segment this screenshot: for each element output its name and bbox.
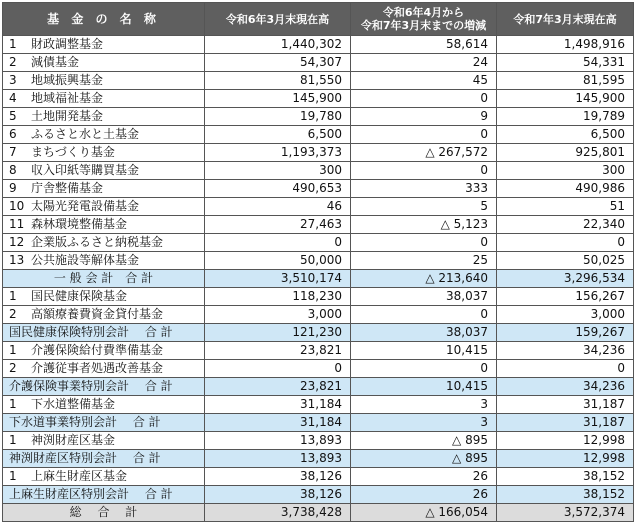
- change-cell: 38,037: [351, 288, 497, 306]
- fund-name: 公共施設等解体基金: [31, 253, 140, 267]
- balance-r7-cell: 1,498,916: [497, 36, 634, 54]
- balance-r7-cell: 0: [497, 360, 634, 378]
- row-index: 8: [9, 163, 17, 177]
- table-row: [3, 108, 634, 126]
- header-balance-r6: 令和6年3月末現在高: [205, 3, 351, 36]
- fund-name-cell: [3, 306, 205, 324]
- row-index: 5: [9, 109, 17, 123]
- balance-r6-cell: 31,184: [205, 414, 351, 432]
- subtotal-row: [3, 450, 634, 468]
- balance-r6-cell: 3,000: [205, 306, 351, 324]
- balance-r6-cell: 6,500: [205, 126, 351, 144]
- balance-r7-cell: 54,331: [497, 54, 634, 72]
- subtotal-label: 介護保険事業特別会計 合 計: [3, 378, 205, 396]
- balance-r7-cell: 12,998: [497, 450, 634, 468]
- balance-r6-cell: 3,510,174: [205, 270, 351, 288]
- balance-r7-cell: 3,000: [497, 306, 634, 324]
- balance-r7-cell: 34,236: [497, 378, 634, 396]
- table-row: [3, 54, 634, 72]
- table-body: [3, 36, 634, 522]
- change-cell: 26: [351, 468, 497, 486]
- balance-r6-cell: 23,821: [205, 342, 351, 360]
- fund-name: 介護従事者処遇改善基金: [31, 361, 164, 375]
- balance-r7-cell: 34,236: [497, 342, 634, 360]
- header-change-line1: 令和6年4月から: [382, 6, 465, 19]
- table-row: [3, 90, 634, 108]
- row-index: 1: [9, 433, 17, 447]
- fund-name: 森林環境整備基金: [31, 217, 128, 231]
- balance-r6-cell: 300: [205, 162, 351, 180]
- table-row: [3, 252, 634, 270]
- subtotal-row: [3, 414, 634, 432]
- table-row: [3, 72, 634, 90]
- change-cell: △ 213,640: [351, 270, 497, 288]
- change-cell: 9: [351, 108, 497, 126]
- change-cell: 0: [351, 162, 497, 180]
- table-row: [3, 126, 634, 144]
- balance-r7-cell: 38,152: [497, 468, 634, 486]
- header-change: [351, 3, 497, 36]
- fund-name-cell: [3, 468, 205, 486]
- fund-name: 企業版ふるさと納税基金: [31, 235, 164, 249]
- fund-name: 収入印紙等購買基金: [31, 163, 140, 177]
- fund-name-cell: [3, 288, 205, 306]
- fund-name-cell: [3, 108, 205, 126]
- row-index: 1: [9, 343, 17, 357]
- fund-name-cell: [3, 234, 205, 252]
- change-cell: 26: [351, 486, 497, 504]
- balance-r7-cell: 925,801: [497, 144, 634, 162]
- row-index: 2: [9, 361, 17, 375]
- fund-name: 太陽光発電設備基金: [31, 199, 140, 213]
- change-cell: 0: [351, 306, 497, 324]
- fund-name: 下水道整備基金: [31, 397, 116, 411]
- fund-name-cell: [3, 162, 205, 180]
- fund-name-cell: [3, 90, 205, 108]
- subtotal-row: [3, 324, 634, 342]
- table-row: [3, 144, 634, 162]
- row-index: 6: [9, 127, 17, 141]
- subtotal-row: [3, 486, 634, 504]
- fund-name: 地域福祉基金: [31, 91, 104, 105]
- fund-name-cell: [3, 72, 205, 90]
- table-row: [3, 162, 634, 180]
- change-cell: △ 5,123: [351, 216, 497, 234]
- fund-name: 上麻生財産区基金: [31, 469, 128, 483]
- change-cell: 3: [351, 396, 497, 414]
- fund-name-cell: [3, 360, 205, 378]
- change-cell: △ 895: [351, 432, 497, 450]
- fund-name-cell: [3, 36, 205, 54]
- fund-name-cell: [3, 54, 205, 72]
- subtotal-label: 上麻生財産区特別会計 合 計: [3, 486, 205, 504]
- change-cell: 58,614: [351, 36, 497, 54]
- fund-name: 介護保険給付費準備基金: [31, 343, 164, 357]
- row-index: 4: [9, 91, 17, 105]
- change-cell: 0: [351, 234, 497, 252]
- balance-r7-cell: 300: [497, 162, 634, 180]
- change-cell: 5: [351, 198, 497, 216]
- balance-r7-cell: 3,572,374: [497, 504, 634, 522]
- table-header-row: [3, 3, 634, 36]
- table-row: [3, 342, 634, 360]
- balance-r7-cell: 31,187: [497, 414, 634, 432]
- balance-r6-cell: 118,230: [205, 288, 351, 306]
- balance-r7-cell: 490,986: [497, 180, 634, 198]
- change-cell: 0: [351, 126, 497, 144]
- header-balance-r7: 令和7年3月末現在高: [497, 3, 634, 36]
- balance-r7-cell: 81,595: [497, 72, 634, 90]
- fund-name: まちづくり基金: [31, 145, 115, 159]
- balance-r6-cell: 50,000: [205, 252, 351, 270]
- row-index: 2: [9, 307, 17, 321]
- change-cell: △ 166,054: [351, 504, 497, 522]
- balance-r6-cell: 38,126: [205, 486, 351, 504]
- fund-balance-table: [2, 2, 634, 522]
- table-row: [3, 360, 634, 378]
- change-cell: 10,415: [351, 378, 497, 396]
- balance-r7-cell: 3,296,534: [497, 270, 634, 288]
- change-cell: △ 895: [351, 450, 497, 468]
- row-index: 9: [9, 181, 17, 195]
- balance-r6-cell: 490,653: [205, 180, 351, 198]
- balance-r7-cell: 19,789: [497, 108, 634, 126]
- row-index: 1: [9, 289, 17, 303]
- fund-name: 減債基金: [31, 55, 80, 69]
- subtotal-row: [3, 378, 634, 396]
- fund-name-cell: [3, 342, 205, 360]
- balance-r6-cell: 38,126: [205, 468, 351, 486]
- balance-r7-cell: 38,152: [497, 486, 634, 504]
- change-cell: 25: [351, 252, 497, 270]
- balance-r7-cell: 6,500: [497, 126, 634, 144]
- balance-r6-cell: 121,230: [205, 324, 351, 342]
- balance-r6-cell: 23,821: [205, 378, 351, 396]
- balance-r6-cell: 13,893: [205, 450, 351, 468]
- change-cell: 45: [351, 72, 497, 90]
- fund-name: 財政調整基金: [31, 37, 104, 51]
- balance-r6-cell: 81,550: [205, 72, 351, 90]
- balance-r6-cell: 31,184: [205, 396, 351, 414]
- change-cell: 0: [351, 90, 497, 108]
- change-cell: 38,037: [351, 324, 497, 342]
- row-index: 10: [9, 199, 25, 213]
- balance-r7-cell: 156,267: [497, 288, 634, 306]
- balance-r6-cell: 46: [205, 198, 351, 216]
- balance-r7-cell: 50,025: [497, 252, 634, 270]
- change-cell: 10,415: [351, 342, 497, 360]
- balance-r7-cell: 22,340: [497, 216, 634, 234]
- fund-name: 庁舎整備基金: [31, 181, 104, 195]
- table-row: [3, 198, 634, 216]
- balance-r6-cell: 1,193,373: [205, 144, 351, 162]
- fund-name: 土地開発基金: [31, 109, 104, 123]
- fund-balance-table-container: [2, 2, 634, 522]
- row-index: 13: [9, 253, 25, 267]
- row-index: 1: [9, 37, 17, 51]
- balance-r7-cell: 0: [497, 234, 634, 252]
- table-row: [3, 216, 634, 234]
- row-index: 7: [9, 145, 17, 159]
- table-row: [3, 288, 634, 306]
- balance-r6-cell: 13,893: [205, 432, 351, 450]
- balance-r6-cell: 0: [205, 234, 351, 252]
- row-index: 3: [9, 73, 17, 87]
- balance-r7-cell: 31,187: [497, 396, 634, 414]
- fund-name: 神渕財産区基金: [31, 433, 116, 447]
- table-row: [3, 180, 634, 198]
- grand-total-row: [3, 504, 634, 522]
- fund-name-cell: [3, 198, 205, 216]
- fund-name-cell: [3, 432, 205, 450]
- fund-name: 高額療養費資金貸付基金: [31, 307, 164, 321]
- subtotal-label: 国民健康保険特別会計 合 計: [3, 324, 205, 342]
- balance-r7-cell: 159,267: [497, 324, 634, 342]
- fund-name: ふるさと水と土基金: [31, 127, 140, 141]
- row-index: 1: [9, 397, 17, 411]
- row-index: 2: [9, 55, 17, 69]
- change-cell: 24: [351, 54, 497, 72]
- grand-total-label: 総 合 計: [3, 504, 205, 522]
- row-index: 12: [9, 235, 25, 249]
- change-cell: 3: [351, 414, 497, 432]
- balance-r6-cell: 19,780: [205, 108, 351, 126]
- row-index: 1: [9, 469, 17, 483]
- subtotal-label: 一 般 会 計 合 計: [3, 270, 205, 288]
- fund-name-cell: [3, 216, 205, 234]
- table-row: [3, 432, 634, 450]
- fund-name-cell: [3, 126, 205, 144]
- balance-r6-cell: 0: [205, 360, 351, 378]
- balance-r6-cell: 3,738,428: [205, 504, 351, 522]
- fund-name: 地域振興基金: [31, 73, 104, 87]
- change-cell: 333: [351, 180, 497, 198]
- fund-name-cell: [3, 144, 205, 162]
- fund-name: 国民健康保険基金: [31, 289, 128, 303]
- subtotal-label: 神渕財産区特別会計 合 計: [3, 450, 205, 468]
- fund-name-cell: [3, 396, 205, 414]
- balance-r6-cell: 54,307: [205, 54, 351, 72]
- change-cell: 0: [351, 360, 497, 378]
- fund-name-cell: [3, 180, 205, 198]
- table-row: [3, 234, 634, 252]
- balance-r7-cell: 51: [497, 198, 634, 216]
- table-row: [3, 306, 634, 324]
- balance-r6-cell: 27,463: [205, 216, 351, 234]
- row-index: 11: [9, 217, 25, 231]
- header-change-line2: 令和7年3月末までの増減: [360, 19, 487, 32]
- change-cell: △ 267,572: [351, 144, 497, 162]
- subtotal-label: 下水道事業特別会計 合 計: [3, 414, 205, 432]
- subtotal-row: [3, 270, 634, 288]
- header-fund-name: 基 金 の 名 称: [3, 3, 205, 36]
- table-row: [3, 468, 634, 486]
- balance-r6-cell: 1,440,302: [205, 36, 351, 54]
- balance-r7-cell: 12,998: [497, 432, 634, 450]
- fund-name-cell: [3, 252, 205, 270]
- balance-r6-cell: 145,900: [205, 90, 351, 108]
- table-row: [3, 36, 634, 54]
- table-row: [3, 396, 634, 414]
- balance-r7-cell: 145,900: [497, 90, 634, 108]
